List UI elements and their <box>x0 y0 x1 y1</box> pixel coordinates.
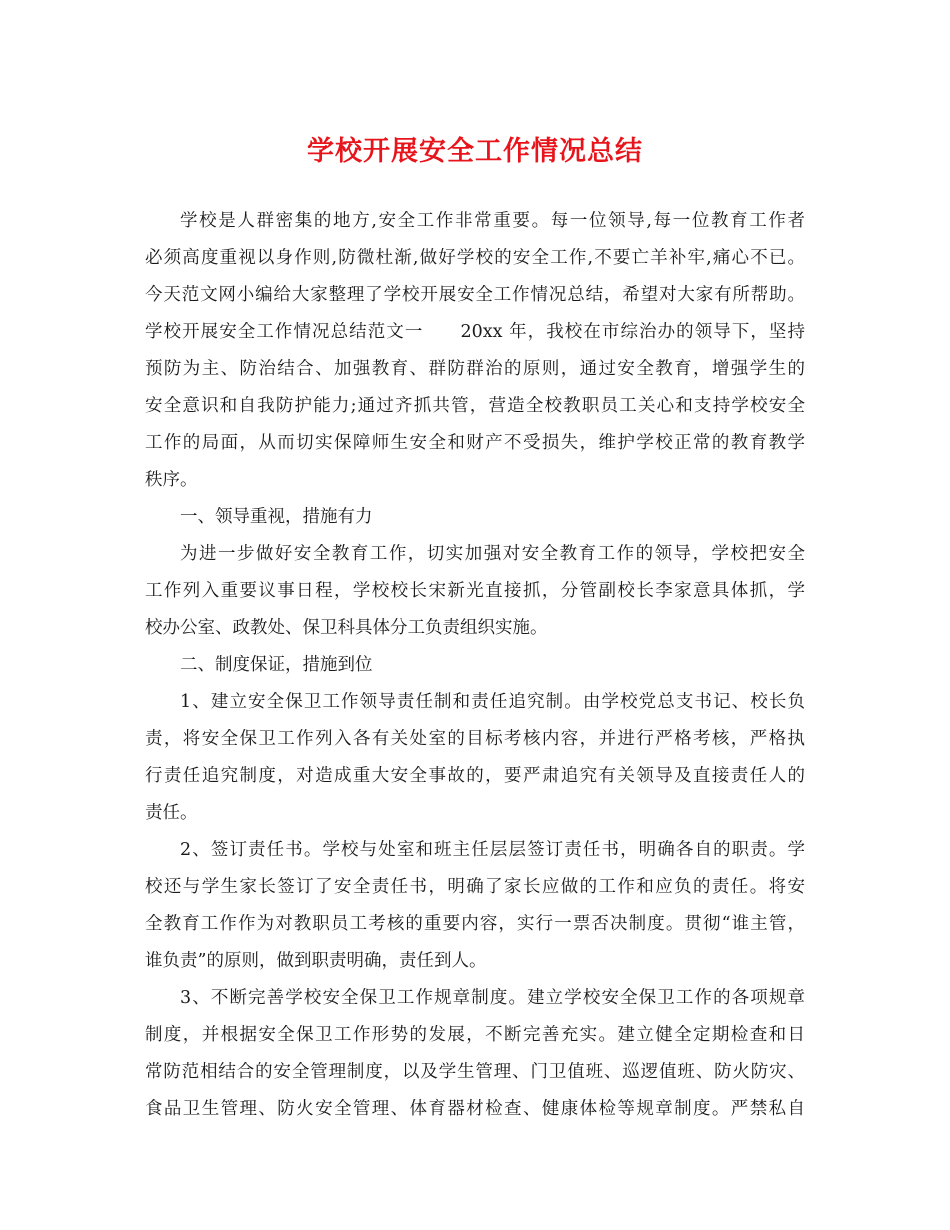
paragraph-line: 必须高度重视以身作则,防微杜渐,做好学校的安全工作,不要亡羊补牢,痛心不已。 <box>145 248 805 268</box>
paragraph-line: 为进一步做好安全教育工作，切实加强对安全教育工作的领导，学校把安全 <box>180 544 805 564</box>
paragraph-line: 2、签订责任书。学校与处室和班主任层层签订责任书，明确各自的职责。学 <box>180 840 805 860</box>
paragraph-line: 常防范相结合的安全管理制度，以及学生管理、门卫值班、巡逻值班、防火防灾、 <box>145 1062 805 1082</box>
paragraph-line: 行责任追究制度，对造成重大安全事故的，要严肃追究有关领导及直接责任人的 <box>145 766 805 786</box>
paragraph-line: 秩序。 <box>145 470 198 490</box>
paragraph-line: 全教育工作作为对教职员工考核的重要内容，实行一票否决制度。贯彻“谁主管， <box>145 914 805 934</box>
paragraph-line: 1、建立安全保卫工作领导责任制和责任追究制。由学校党总支书记、校长负 <box>180 692 805 712</box>
paragraph-line: 制度，并根据安全保卫工作形势的发展，不断完善充实。建立健全定期检查和日 <box>145 1025 805 1045</box>
document-title: 学校开展安全工作情况总结 <box>307 136 643 167</box>
paragraph-line: 3、不断完善学校安全保卫工作规章制度。建立学校安全保卫工作的各项规章 <box>180 988 805 1008</box>
paragraph-item-3 <box>145 980 805 1128</box>
paragraph-intro <box>145 203 805 499</box>
paragraph-line: 今天范文网小编给大家整理了学校开展安全工作情况总结，希望对大家有所帮助。 <box>145 285 805 305</box>
paragraph-line: 学校是人群密集的地方,安全工作非常重要。每一位领导,每一位教育工作者 <box>180 211 805 231</box>
paragraph-line: 安全意识和自我防护能力;通过齐抓共管，营造全校教职员工关心和支持学校安全 <box>145 396 805 416</box>
paragraph-item-2 <box>145 832 805 980</box>
paragraph-line: 校还与学生家长签订了安全责任书，明确了家长应做的工作和应负的责任。将安 <box>145 877 805 897</box>
paragraph-line: 学校开展安全工作情况总结范文一 20xx 年，我校在市综治办的领导下，坚持 <box>145 322 805 342</box>
paragraph-line: 预防为主、防治结合、加强教育、群防群治的原则，通过安全教育，增强学生的 <box>145 359 805 379</box>
section-heading-2 <box>145 647 805 684</box>
paragraph-line: 责任。 <box>145 803 198 823</box>
document-body <box>145 203 805 1128</box>
paragraph-line: 责，将安全保卫工作列入各有关处室的目标考核内容，并进行严格考核，严格执 <box>145 729 805 749</box>
paragraph-line: 食品卫生管理、防火安全管理、体育器材检查、健康体检等规章制度。严禁私自 <box>145 1099 805 1119</box>
paragraph-line: 谁负责”的原则，做到职责明确，责任到人。 <box>145 951 487 971</box>
paragraph-line: 工作列入重要议事日程，学校校长宋新光直接抓，分管副校长李家意具体抓，学 <box>145 581 805 601</box>
section-heading-1 <box>145 499 805 536</box>
section-heading: 一、领导重视，措施有力 <box>180 507 373 527</box>
paragraph-item-1 <box>145 684 805 832</box>
paragraph-section-1 <box>145 536 805 647</box>
paragraph-line: 校办公室、政教处、保卫科具体分工负责组织实施。 <box>145 618 548 638</box>
paragraph-line: 工作的局面，从而切实保障师生安全和财产不受损失，维护学校正常的教育教学 <box>145 433 805 453</box>
section-heading: 二、制度保证，措施到位 <box>180 655 373 675</box>
